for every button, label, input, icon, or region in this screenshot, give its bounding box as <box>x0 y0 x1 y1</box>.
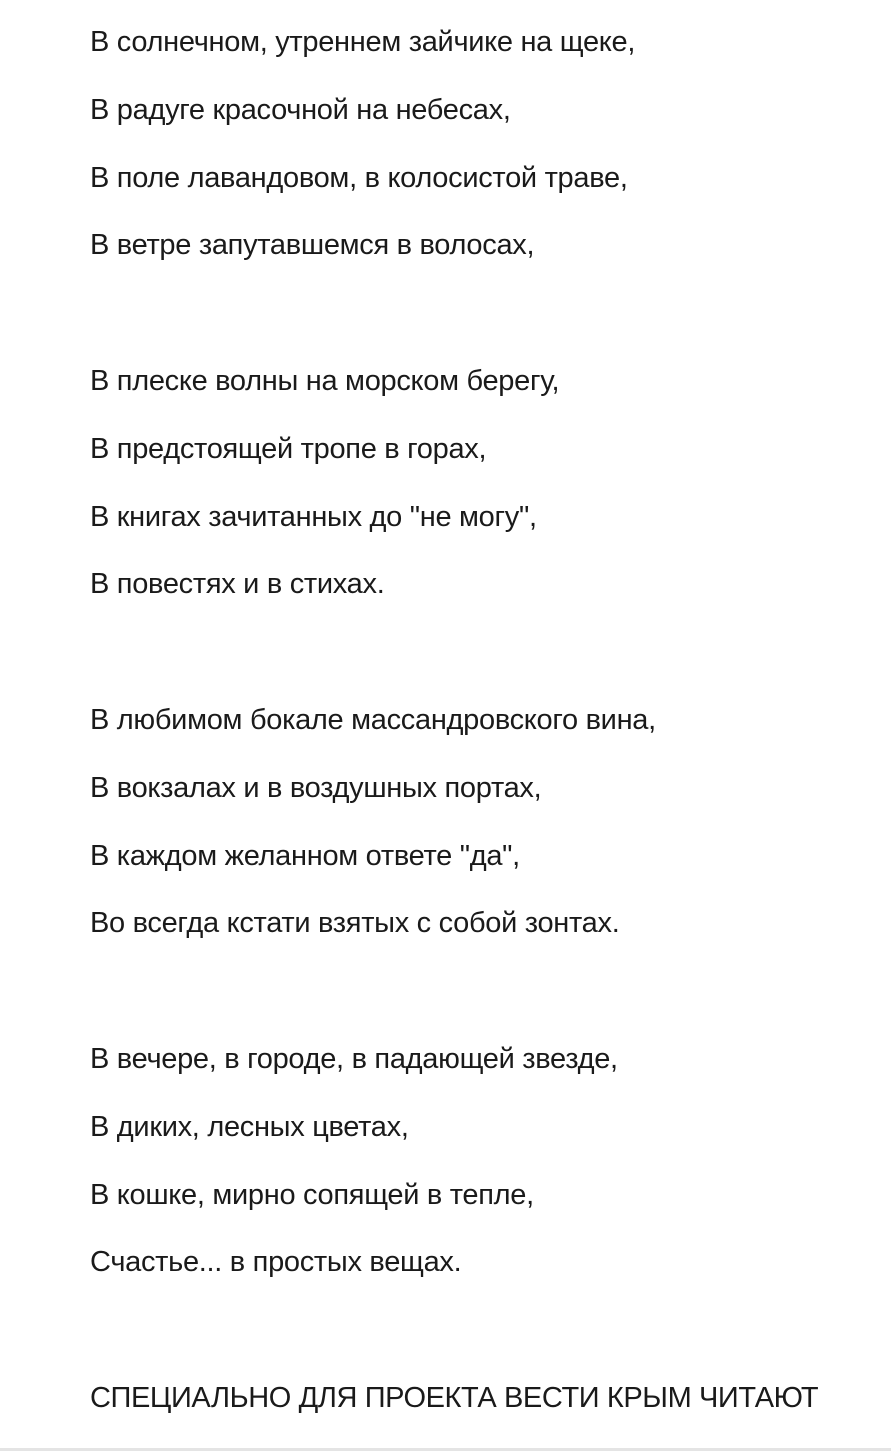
footer-caption: СПЕЦИАЛЬНО ДЛЯ ПРОЕКТА ВЕСТИ КРЫМ ЧИТАЮТ <box>90 1382 819 1414</box>
poem-line: В книгах зачитанных до "не могу", <box>90 501 537 533</box>
poem-line: В любимом бокале массандровского вина, <box>90 704 656 736</box>
poem-line: В поле лавандовом, в колосистой траве, <box>90 162 628 194</box>
poem-line: В повестях и в стихах. <box>90 568 385 600</box>
poem-line: В солнечном, утреннем зайчике на щеке, <box>90 26 636 58</box>
poem-line: В плеске волны на морском берегу, <box>90 365 560 397</box>
poem-line: В вокзалах и в воздушных портах, <box>90 772 542 804</box>
poem-line: В кошке, мирно сопящей в тепле, <box>90 1179 534 1211</box>
poem-line: Во всегда кстати взятых с собой зонтах. <box>90 907 620 939</box>
poem-line: В ветре запутавшемся в волосах, <box>90 229 535 261</box>
poem-line: Счастье... в простых вещах. <box>90 1246 462 1278</box>
poem-line: В каждом желанном ответе "да", <box>90 840 520 872</box>
poem-line: В диких, лесных цветах, <box>90 1111 409 1143</box>
poem-line: В предстоящей тропе в горах, <box>90 433 487 465</box>
poem-line: В радуге красочной на небесах, <box>90 94 511 126</box>
poem-line: В вечере, в городе, в падающей звезде, <box>90 1043 618 1075</box>
bottom-divider <box>0 1448 891 1451</box>
